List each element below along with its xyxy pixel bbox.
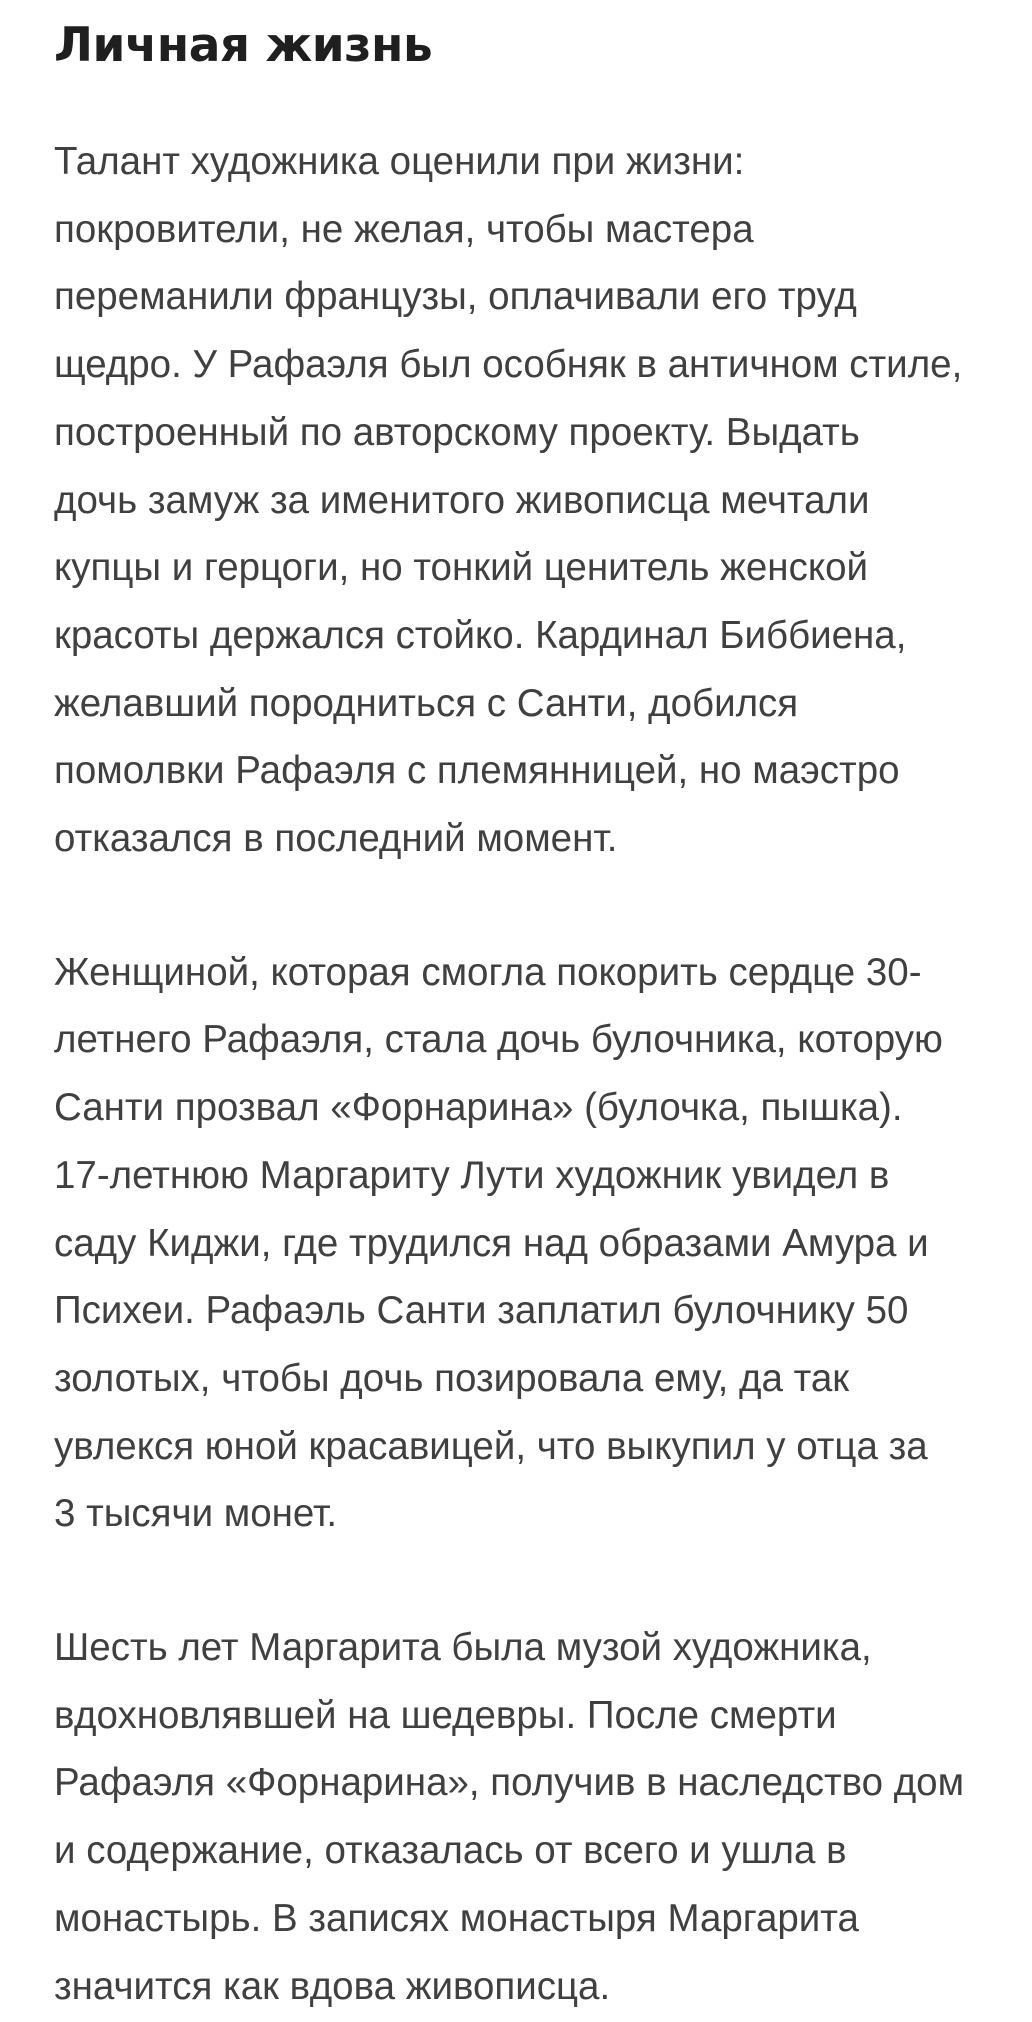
paragraph-talent: Талант художника оценили при жизни: покровители, не желая, чтобы мастера переманили французы, оплачивали его труд щедро. У Рафаэля был особняк в античном стиле, построенный по авторскому проекту. Выдать дочь замуж за именитого живописца мечтали купцы и герцоги, но тонкий ценитель женской красоты держался стойко. Кардинал Биббиена, желавший породниться с Санти, добился помолвки Рафаэля с племянницей, но маэстро отказался в последний момент. xyxy=(54,140,963,861)
paragraph-muse: Шесть лет Маргарита была музой художника, вдохновлявшей на шедевры. После смерти Рафаэля «Форнарина», получив в наследство дом и содержание, отказалась от всего и ушла в монастырь. В записях монастыря Маргарита значится как вдова живописца. xyxy=(54,1626,965,2008)
article-content xyxy=(54,0,1029,2020)
section-heading: Личная жизнь xyxy=(54,18,433,73)
paragraph-fornarina: Женщиной, которая смогла покорить сердце 30- летнего Рафаэля, стала дочь булочника, которую Санти прозвал «Форнарина» (булочка, пышка). 17-летнюю Маргариту Лути художник увидел в саду Киджи, где трудился над образами Амура и Психеи. Рафаэль Санти заплатил булочнику 50 золотых, чтобы дочь позировала ему, да так увлекся юной красавицей, что выкупил у отца за 3 тысячи монет. xyxy=(54,950,943,1536)
